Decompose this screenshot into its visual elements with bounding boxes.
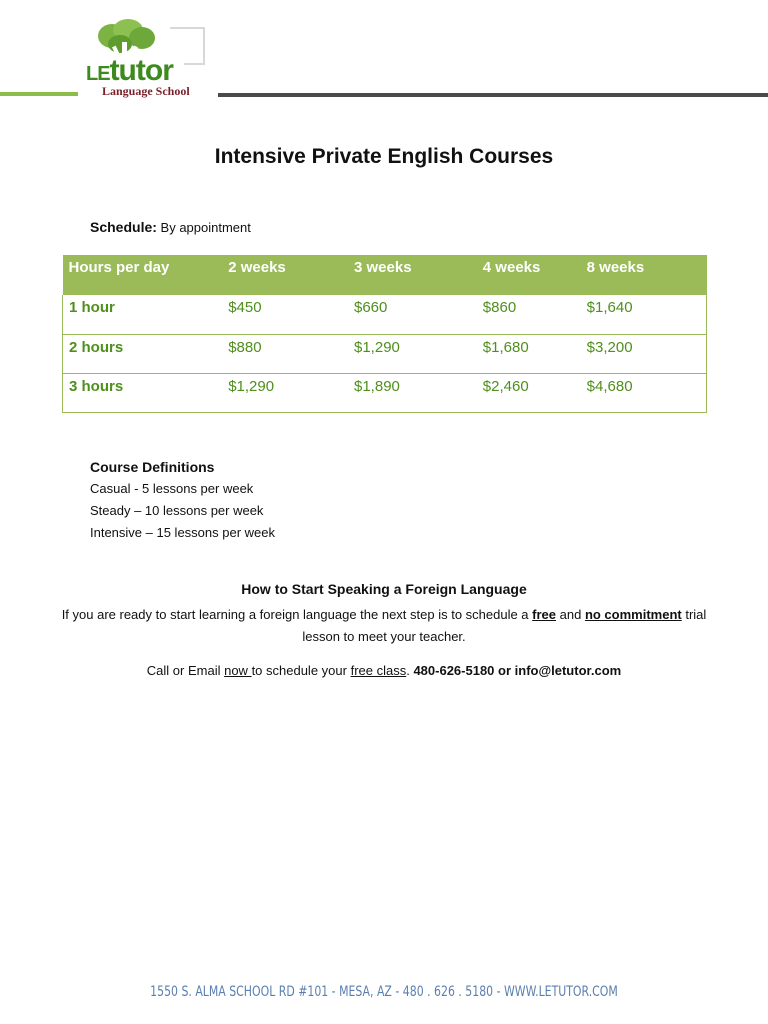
price-cell: $1,290 [228, 377, 275, 395]
letutor-logo [84, 18, 214, 102]
price-cell: $1,290 [354, 338, 400, 356]
header-8-weeks: 8 weeks [581, 255, 707, 295]
how-to-heading: How to Start Speaking a Foreign Language [241, 581, 527, 597]
how-to-paragraph [60, 604, 708, 648]
table-row [63, 373, 707, 412]
brand-le: LE [86, 63, 110, 85]
call-period: . [406, 663, 414, 678]
how-to-text-before: If you are ready to start learning a foreign language the next step is to schedule a [61, 607, 533, 622]
contact-info: 480-626-5180 or info@letutor.com [413, 663, 622, 678]
price-table [62, 255, 707, 413]
price-cell: $450 [228, 299, 262, 316]
price-cell: $660 [354, 299, 388, 316]
brand-wordmark [86, 56, 173, 86]
how-to-and: and [556, 607, 585, 622]
call-middle: to schedule your [251, 663, 351, 678]
price-cell: $3,200 [586, 338, 633, 356]
table-header-row [63, 255, 707, 295]
price-cell: $1,890 [354, 377, 400, 395]
definition-item: Steady – 10 lessons per week [90, 503, 264, 518]
call-free-class: free class [350, 663, 407, 678]
brand-subtitle: Language School [102, 84, 190, 98]
price-cell: $1,680 [482, 338, 529, 356]
page-title: Intensive Private English Courses [214, 145, 554, 168]
row-label: 1 hour [69, 299, 115, 316]
course-definitions [90, 456, 275, 544]
footer-address: 1550 S. ALMA SCHOOL RD #101 - MESA, AZ - 480 . 626 . 5180 - WWW.LETUTOR.COM [150, 984, 618, 1000]
definition-item: Casual - 5 lessons per week [90, 481, 254, 496]
row-label: 2 hours [69, 338, 124, 356]
schedule-label: Schedule: [90, 219, 157, 235]
table-row [63, 295, 707, 334]
schedule-value: By appointment [160, 220, 251, 235]
schedule-line [90, 219, 251, 235]
call-to-action [0, 660, 768, 682]
header-3-weeks: 3 weeks [348, 255, 477, 295]
price-cell: $2,460 [482, 377, 529, 395]
header-rule-green [0, 92, 78, 96]
header-2-weeks: 2 weeks [222, 255, 348, 295]
header-hours-per-day: Hours per day [63, 255, 223, 295]
table-row [63, 334, 707, 373]
brand-tutor: tutor [109, 54, 173, 87]
how-to-text-after: trial lesson to meet your teacher. [302, 607, 707, 644]
call-now: now [224, 663, 252, 678]
header-4-weeks: 4 weeks [477, 255, 581, 295]
price-cell: $860 [482, 299, 517, 316]
price-cell: $1,640 [586, 299, 633, 316]
header-rule-gray [218, 93, 768, 97]
call-prefix: Call or Email [146, 663, 225, 678]
price-cell: $4,680 [586, 377, 633, 395]
price-cell: $880 [228, 338, 262, 356]
free-emphasis: free [532, 607, 557, 622]
definition-item: Intensive – 15 lessons per week [90, 525, 275, 540]
no-commitment-emphasis: no commitment [584, 607, 682, 622]
row-label: 3 hours [69, 377, 124, 395]
definitions-heading: Course Definitions [90, 459, 215, 475]
